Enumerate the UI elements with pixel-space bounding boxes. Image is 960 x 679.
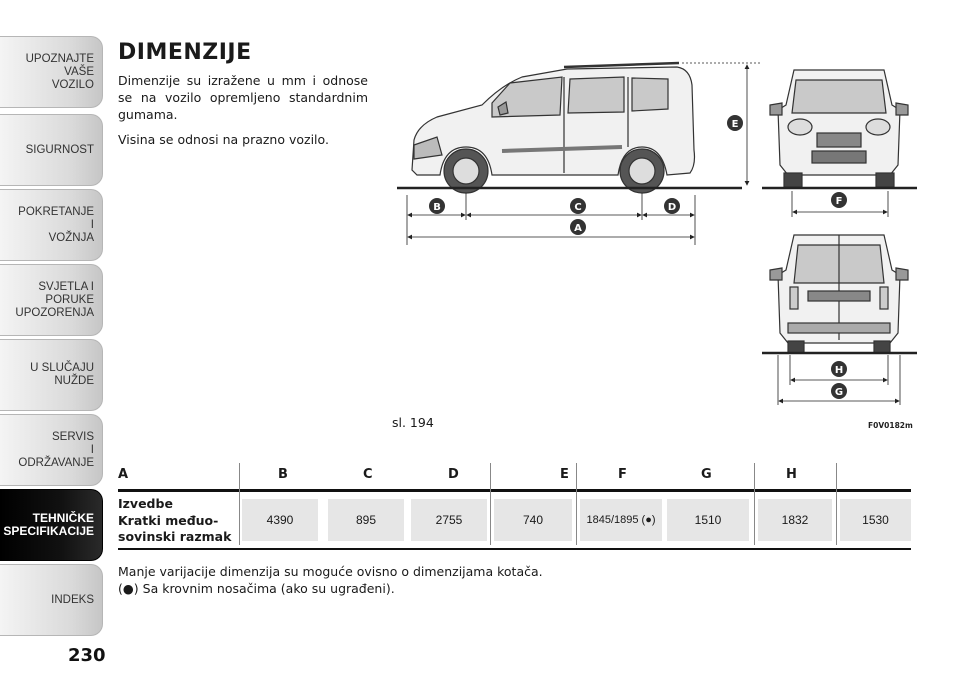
svg-text:B: B bbox=[433, 202, 441, 213]
marker-g bbox=[831, 383, 847, 399]
row-label: Izvedbe Kratki međuo- sovinski razmak bbox=[118, 496, 232, 544]
intro-paragraph-2: Visina se odnosi na prazno vozilo. bbox=[118, 132, 329, 147]
header-d: D bbox=[448, 467, 459, 482]
cell-g: 1832 bbox=[758, 499, 832, 541]
page-number: 230 bbox=[68, 645, 106, 666]
svg-text:H: H bbox=[834, 365, 844, 376]
tab-servis-i-odrzavanje[interactable]: SERVIS I ODRŽAVANJE bbox=[0, 414, 103, 486]
vehicle-dimension-figure bbox=[392, 55, 922, 415]
marker-d bbox=[664, 198, 680, 214]
header-a: A bbox=[118, 467, 129, 482]
notes bbox=[118, 563, 543, 597]
header-h: H bbox=[786, 467, 797, 482]
cell-a: 4390 bbox=[242, 499, 318, 541]
figure-caption: sl. 194 bbox=[392, 415, 434, 430]
cell-h: 1530 bbox=[840, 499, 911, 541]
svg-text:E: E bbox=[731, 119, 739, 130]
tab-tehnicke-specifikacije[interactable]: TEHNIČKE SPECIFIKACIJE bbox=[0, 489, 103, 561]
note-line-2: (●) Sa krovnim nosačima (ako su ugrađeni). bbox=[118, 581, 395, 596]
figure-code: F0V0182m bbox=[868, 421, 913, 430]
dimensions-table bbox=[118, 463, 911, 550]
marker-a bbox=[570, 219, 586, 235]
cell-e: 1845/1895 (●) bbox=[580, 499, 662, 541]
front-view-vehicle bbox=[770, 70, 908, 187]
svg-text:D: D bbox=[667, 202, 677, 213]
tab-indeks[interactable]: INDEKS bbox=[0, 564, 103, 636]
svg-text:F: F bbox=[835, 196, 843, 207]
table-header bbox=[118, 463, 911, 489]
marker-c bbox=[570, 198, 586, 214]
tab-upoznajte-vase-vozilo[interactable]: UPOZNAJTE VAŠE VOZILO bbox=[0, 36, 103, 108]
tab-pokretanje-i-voznja[interactable]: POKRETANJE I VOŽNJA bbox=[0, 189, 103, 261]
header-b: B bbox=[278, 467, 288, 482]
cell-f: 1510 bbox=[667, 499, 749, 541]
tab-svjetla-i-poruke-upozorenja[interactable]: SVJETLA I PORUKE UPOZORENJA bbox=[0, 264, 103, 336]
table-rule-bottom bbox=[118, 548, 911, 550]
intro-text bbox=[118, 72, 368, 156]
marker-e bbox=[727, 115, 743, 131]
header-g: G bbox=[701, 467, 712, 482]
note-line-1: Manje varijacije dimenzija su moguće ovisno o dimenzijama kotača. bbox=[118, 564, 543, 579]
marker-b bbox=[429, 198, 445, 214]
table-row bbox=[118, 492, 911, 548]
svg-text:A: A bbox=[574, 223, 582, 234]
svg-text:C: C bbox=[574, 202, 582, 213]
header-f: F bbox=[618, 467, 627, 482]
tab-sigurnost[interactable]: SIGURNOST bbox=[0, 114, 103, 186]
cell-b: 895 bbox=[328, 499, 404, 541]
rear-view-vehicle bbox=[770, 235, 908, 353]
header-c: C bbox=[363, 467, 373, 482]
marker-h bbox=[831, 361, 847, 377]
tab-u-slucaju-nuzde[interactable]: U SLUČAJU NUŽDE bbox=[0, 339, 103, 411]
svg-text:G: G bbox=[834, 387, 844, 398]
dimension-lines-side bbox=[407, 193, 695, 245]
cell-d: 740 bbox=[494, 499, 572, 541]
side-view-vehicle bbox=[412, 63, 695, 193]
header-e: E bbox=[560, 467, 569, 482]
section-title: DIMENZIJE bbox=[118, 40, 252, 65]
cell-c: 2755 bbox=[411, 499, 487, 541]
dimension-e bbox=[682, 63, 762, 185]
intro-paragraph-1: Dimenzije su izražene u mm i odnose se na vozilo opremljeno standardnim gumama. bbox=[118, 73, 368, 122]
marker-f bbox=[831, 192, 847, 208]
